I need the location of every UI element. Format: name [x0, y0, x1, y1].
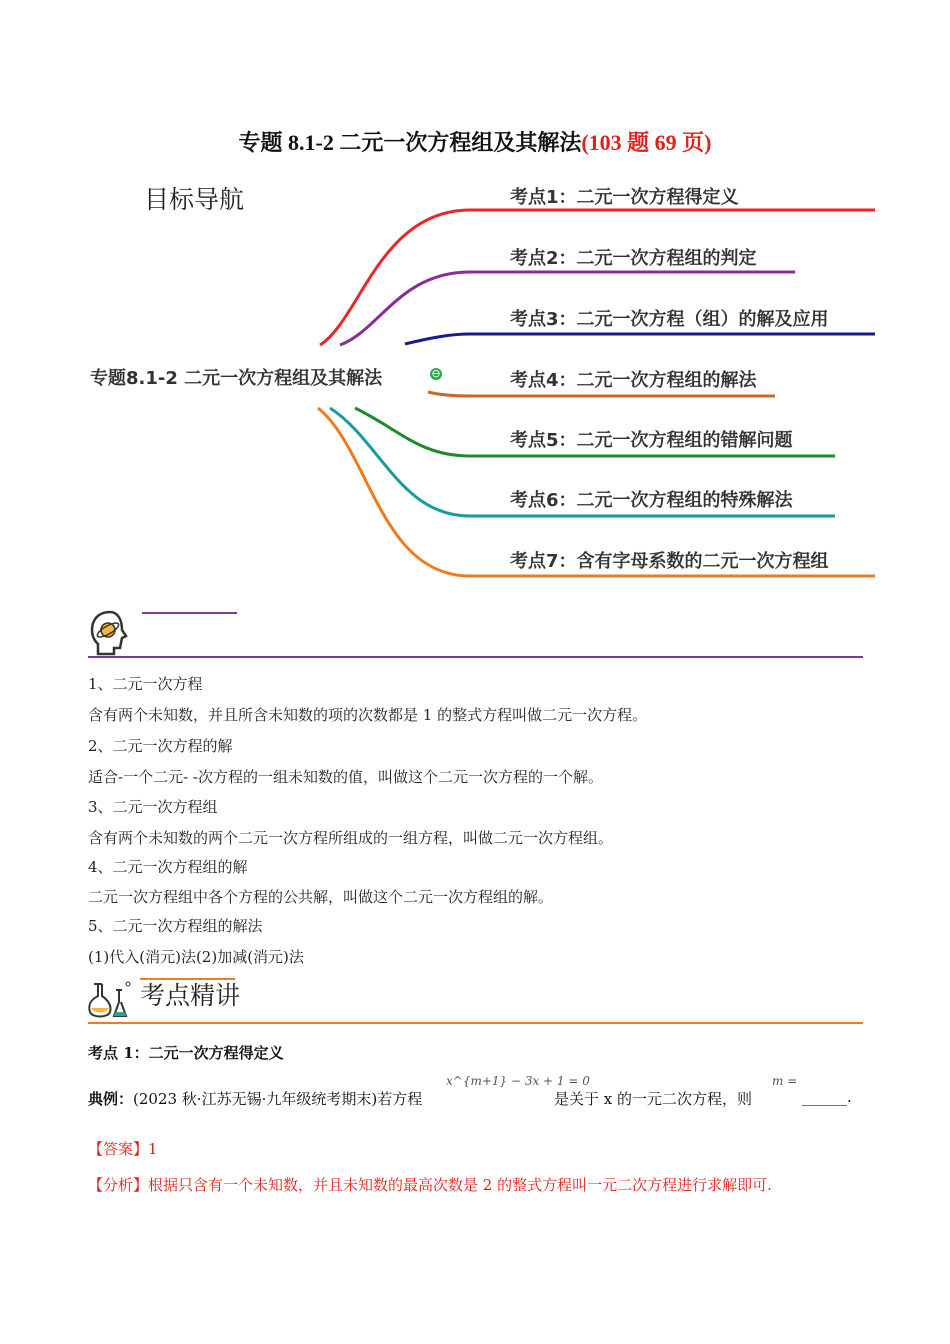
example-problem	[88, 1088, 422, 1109]
knowledge-heading: 1、二元一次方程	[88, 675, 203, 693]
title-main: 专题 8.1-2 二元一次方程组及其解法	[238, 130, 582, 155]
example-blank: ______.	[802, 1088, 852, 1106]
knowledge-heading: 5、二元一次方程组的解法	[88, 917, 263, 935]
mindmap-item: 考点2：二元一次方程组的判定	[510, 248, 757, 269]
mindmap-item: 考点5：二元一次方程组的错解问题	[510, 430, 793, 451]
flask-icon	[86, 976, 134, 1020]
nav-heading: 目标导航	[144, 185, 245, 214]
knowledge-divider	[88, 656, 863, 658]
branch-3	[405, 334, 875, 344]
branch-4	[428, 392, 775, 396]
example-var: m =	[772, 1074, 798, 1088]
mindmap-item: 考点3：二元一次方程（组）的解及应用	[510, 309, 829, 330]
analysis-text: 根据只含有一个未知数，并且未知数的最高次数是 2 的整式方程叫一元二次方程进行求解即可.	[148, 1176, 772, 1194]
answer-label: 【答案】	[88, 1140, 149, 1158]
knowledge-text: 适合-一个二元- -次方程的一组未知数的值，叫做这个二元一次方程的一个解。	[88, 768, 603, 786]
section-divider	[88, 1022, 863, 1024]
section-title: 考点精讲	[140, 981, 241, 1010]
brain-head-icon	[88, 608, 133, 656]
example-mid: 是关于 x 的一元二次方程，则	[554, 1090, 752, 1108]
title-count: (103 题 69 页)	[581, 130, 712, 155]
analysis-label: 【分析】	[88, 1176, 149, 1194]
mindmap-item: 考点4：二元一次方程组的解法	[510, 370, 757, 391]
section-title-rule	[140, 978, 235, 980]
knowledge-heading: 3、二元一次方程组	[88, 798, 218, 816]
knowledge-text: 含有两个未知数，并且所含未知数的项的次数都是 1 的整式方程叫做二元一次方程。	[88, 706, 648, 724]
mindmap-root: 专题8.1-2 二元一次方程组及其解法	[90, 368, 383, 389]
example-source: (2023 秋·江苏无锡·九年级统考期末)若方程	[133, 1090, 423, 1108]
knowledge-text: 二元一次方程组中各个方程的公共解，叫做这个二元一次方程组的解。	[88, 888, 554, 906]
analysis	[88, 1174, 772, 1195]
mindmap-item: 考点7：含有字母系数的二元一次方程组	[510, 551, 829, 572]
example-formula: x^{m+1} − 3x + 1 = 0	[446, 1074, 590, 1088]
kp1-title: 考点 1：二元一次方程得定义	[88, 1044, 284, 1062]
mindmap-item: 考点1：二元一次方程得定义	[510, 187, 739, 208]
knowledge-heading: 4、二元一次方程组的解	[88, 858, 248, 876]
example-label: 典例：	[88, 1090, 134, 1108]
mindmap-item: 考点6：二元一次方程组的特殊解法	[510, 490, 793, 511]
answer	[88, 1138, 158, 1159]
knowledge-title-rule	[142, 612, 237, 614]
knowledge-heading: 2、二元一次方程的解	[88, 737, 233, 755]
knowledge-text: (1)代入(消元)法(2)加减(消元)法	[88, 948, 304, 966]
knowledge-text: 含有两个未知数的两个二元一次方程所组成的一组方程，叫做二元一次方程组。	[88, 829, 614, 847]
collapse-icon[interactable]: ⊖	[431, 367, 441, 380]
answer-value: 1	[148, 1140, 158, 1158]
